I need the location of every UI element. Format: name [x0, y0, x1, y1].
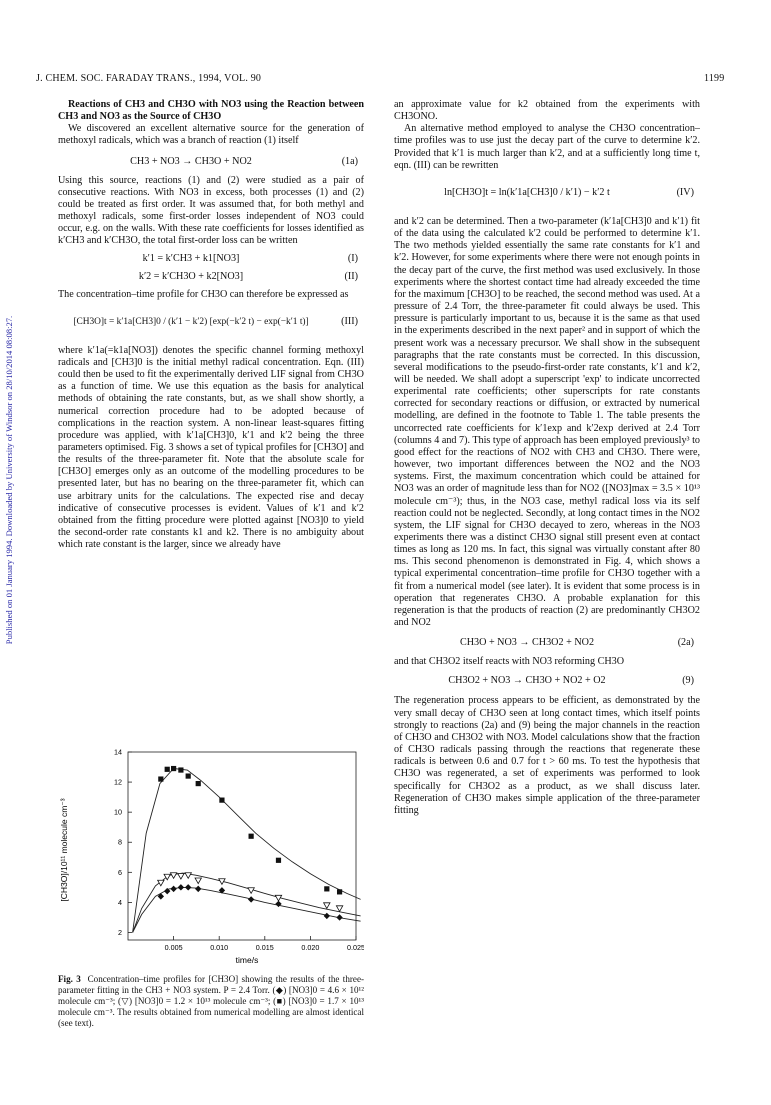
y-tick-label: 12	[114, 777, 122, 787]
equation-number: (III)	[341, 315, 358, 327]
square-marker	[324, 886, 329, 891]
triangle-marker	[178, 873, 184, 879]
diamond-marker	[185, 884, 191, 890]
triangle-marker	[248, 888, 254, 894]
equation-text: [CH3O]t = k′1a[CH3]0 / (k′1 − k′2) [exp(−k′2 t) − exp(−k′1 t)]	[73, 316, 309, 327]
figure-3	[58, 744, 364, 971]
equation-IV	[394, 177, 700, 211]
equation-number: (1a)	[341, 155, 358, 167]
figure-caption	[58, 974, 364, 1029]
y-tick-label: 14	[114, 747, 122, 757]
triangle-marker	[170, 873, 176, 879]
caption-text: Concentration–time profiles for [CH3O] showing the results of the three-parameter fitting in the CH3 + NO3 system. P = 2.4 Torr. (◆) [NO3]0 = 4.6 × 10¹² molecule cm⁻³; (▽) [NO3]0 = 1.2 × 10¹³ molecule cm⁻³; (■) [NO3]0 = 1.7 × 10¹³ molecule cm⁻³. The results obtained from numerical modelling are almost identical (see text).	[58, 974, 365, 1028]
equation-number: (I)	[347, 252, 358, 264]
equation-number: (9)	[682, 675, 694, 687]
fit-curve-diamond	[133, 887, 361, 932]
equation-text: k′1 = k′CH3 + k1[NO3]	[142, 252, 240, 264]
equation-9	[394, 675, 700, 688]
equation-text: CH3O2 + NO3 → CH3O + NO2 + O2	[448, 675, 606, 687]
x-tick-label: 0.020	[301, 943, 320, 952]
concentration-time-chart	[58, 744, 364, 966]
right-column	[394, 99, 700, 817]
equation-III	[58, 306, 364, 340]
square-marker	[186, 773, 191, 778]
square-marker	[337, 889, 342, 894]
section-heading: Reactions of CH3 and CH3O with NO3 using the Reaction between CH3 and NO3 as the Source of CH3O	[58, 99, 364, 123]
journal-header: J. CHEM. SOC. FARADAY TRANS., 1994, VOL. 90	[36, 73, 262, 84]
download-watermark	[2, 230, 16, 730]
equation-number: (II)	[344, 270, 358, 282]
data-points	[158, 766, 343, 921]
paragraph: The regeneration process appears to be efficient, as demonstrated by the very small decay of CH3O seen at long contact times, which itself points strongly to reactions (2a) and (9) being the major channels in the reaction of CH3O and CH3O2 with NO3. Model calculations show that the fraction of CH3O radicals passing through the reactions that regenerate these radicals is between 0.6 and 0.7 for t > 60 ms. To test the hypothesis that CH3O was regenerated, a set of experiments was performed to look specifically for CH3O2 as a product, as we shall discuss later. Regeneration of CH3O makes simple application of the three-parameter fitting	[394, 695, 700, 816]
square-marker	[178, 767, 183, 772]
y-tick-label: 4	[118, 897, 122, 907]
equation-number: (IV)	[676, 186, 694, 198]
diamond-marker	[248, 896, 254, 902]
y-tick-label: 8	[118, 837, 122, 847]
paragraph: and k′2 can be determined. Then a two-parameter (k′1a[CH3]0 and k′1) fit of the data using the calculated k′2 could be performed to determine k′1. The two methods yielded essentially the same rate constants for k′1 and k′2. However, for some experiments where there were not enough points in the decay part of the curve, the first method was used exclusively. In those experiments where the shortest contact time had already exceeded the time for the maximum [CH3O] to be reached, the second method was used. At a pressure of 2.4 Torr, the three-parameter fit could always be used. This pressure is particularly important to us, because it is the same as that used in the experiments described in the next paper² and in support of which the present work was a necessary precursor. We shall show in the subsequent paragraphs that the rate constants must be corrected. In this discussion, several modifications to the pseudo-first-order rate constants, k′1 and k′2, will be needed. We shall adopt a superscript 'exp' to indicate uncorrected experimental rate coefficients; other superscripts for rate constants corrected for secondary reactions or diffusion, or extracted by numerical modelling, are defined in the footnote to Table 1. The table presents the uncorrected rate coefficients for k′1exp and k′2exp derived at 2.4 Torr (columns 4 and 7). This type of approach has been employed previously³ to good effect for the reactions of NO2 with CH3 and CH3O. There were, however, two important differences between the NO2 and the NO3 systems. First, the maximum concentration which could be attained for NO3 was an order of magnitude less than for NO2 ([NO3]max = 3.5 × 10¹³ molecule cm⁻³); thus, in the NO3 case, methyl radical loss via its self reaction could not be neglected. Secondly, at long contact times in the NO2 system, the LIF signal for CH3O decayed to zero, whereas in the NO3 experiments there was a distinct CH3O signal still present even at contact times as long as 120 ms. In fact, this signal was virtually constant after 80 ms. This second phenomenon is demonstrated in Fig. 4, which shows a typical experimental concentration–time profile for CH3O together with a fit from a numerical model (see later). It is evident that some process is in operation that regenerates CH3O. A probable explanation for this regeneration is that the products of reaction (2) are predominantly CH3O2 and NO2	[394, 215, 700, 629]
diamond-marker	[336, 914, 342, 920]
paragraph: We discovered an excellent alternative source for the generation of methoxyl radicals, which was a branch of reaction (1) itself	[58, 123, 364, 147]
y-axis-label: [CH3O]/10¹¹ molecule cm⁻³	[59, 798, 69, 902]
equation-1a	[58, 156, 364, 169]
diamond-marker	[178, 884, 184, 890]
paragraph: An alternative method employed to analyse the CH3O concentration–time profiles was to use just the decay part of the curve to determine k′2. Provided that k′1 is much larger than k′2, and at a sufficiently long time t, eqn. (III) can be rewritten	[394, 123, 700, 171]
y-tick-label: 2	[118, 927, 122, 937]
paragraph: and that CH3O2 itself reacts with NO3 reforming CH3O	[394, 656, 625, 668]
x-tick-label: 0.005	[164, 943, 183, 952]
equation-text: CH3 + NO3 → CH3O + NO2	[130, 155, 252, 167]
equation-2a	[394, 637, 700, 650]
x-tick-label: 0.010	[210, 943, 229, 952]
y-tick-label: 6	[118, 867, 122, 877]
square-marker	[165, 767, 170, 772]
equation-II	[58, 271, 364, 284]
equation-text: k′2 = k′CH3O + k2[NO3]	[138, 270, 244, 282]
square-marker	[171, 766, 176, 771]
x-tick-label: 0.025	[347, 943, 364, 952]
download-watermark-text: Published on 01 January 1994. Downloaded by University of Windsor on 28/10/2014 08:08:27.	[4, 315, 14, 645]
diamond-marker	[170, 886, 176, 892]
triangle-marker	[185, 873, 191, 879]
page-number: 1199	[704, 73, 725, 84]
square-marker	[219, 798, 224, 803]
caption-label: Fig. 3	[58, 974, 81, 984]
paragraph: where k′1a(=k1a[NO3]) denotes the specific channel forming methoxyl radicals and [CH3]0 is the initial methyl radical concentration. Eqn. (III) could then be used to fit the experimentally derived LIF signal from CH3O as a function of time. We use this equation as the basis for analytical methods of obtaining the rate constants, but, as we shall show shortly, a numerical correction procedure had to be adopted because of complications in the reaction system. A non-linear least-squares fitting procedure was applied, with k′1a[CH3]0, k′1 and k′2 being the three parameters optimised. Fig. 3 shows a set of typical profiles for [CH3O] and the results of the three-parameter fit. Note that the absolute scale for [CH3O] emerges only as an outcome of the modelling procedures to be presented later, but has no bearing on the three-parameter fit, which can use arbitrary units for the calculations. The expected rise and decay indicative of consecutive processes is evident. Values of k′1 and k′2 obtained from the fitting procedure were plotted against [NO3]0 to yield the second-order rate constants k1 and k2. There is no ambiguity about which rate constant is the larger, since we already have	[58, 344, 364, 551]
paragraph: Using this source, reactions (1) and (2) were studied as a pair of consecutive reactions. With NO3 in excess, both processes (1) and (2) could be treated as first order. It was assumed that, for both methyl and methoxyl radicals, some first-order losses independent of NO3 could occur, e.g. on the walls. With these rate coefficients for losses identified as k′CH3 and k′CH3O, the total first-order loss can be written	[58, 174, 364, 247]
left-column	[58, 99, 364, 551]
square-marker	[158, 776, 163, 781]
equation-text: ln[CH3O]t = ln(k′1a[CH3]0 / k′1) − k′2 t	[444, 186, 610, 198]
triangle-marker	[195, 878, 201, 884]
equation-I	[58, 253, 364, 266]
paragraph: an approximate value for k2 obtained from the experiments with CH3ONO.	[394, 99, 700, 123]
x-tick-label: 0.015	[255, 943, 274, 952]
equation-text: CH3O + NO3 → CH3O2 + NO2	[459, 637, 595, 649]
triangle-marker	[324, 903, 330, 909]
diamond-marker	[324, 913, 330, 919]
x-axis-label: time/s	[235, 955, 259, 965]
chart-axes	[114, 748, 364, 953]
triangle-marker	[336, 906, 342, 912]
square-marker	[249, 834, 254, 839]
y-tick-label: 10	[114, 807, 122, 817]
square-marker	[196, 781, 201, 786]
equation-number: (2a)	[677, 637, 694, 649]
square-marker	[276, 858, 281, 863]
diamond-marker	[195, 886, 201, 892]
paragraph: The concentration–time profile for CH3O can therefore be expressed as	[58, 288, 349, 300]
